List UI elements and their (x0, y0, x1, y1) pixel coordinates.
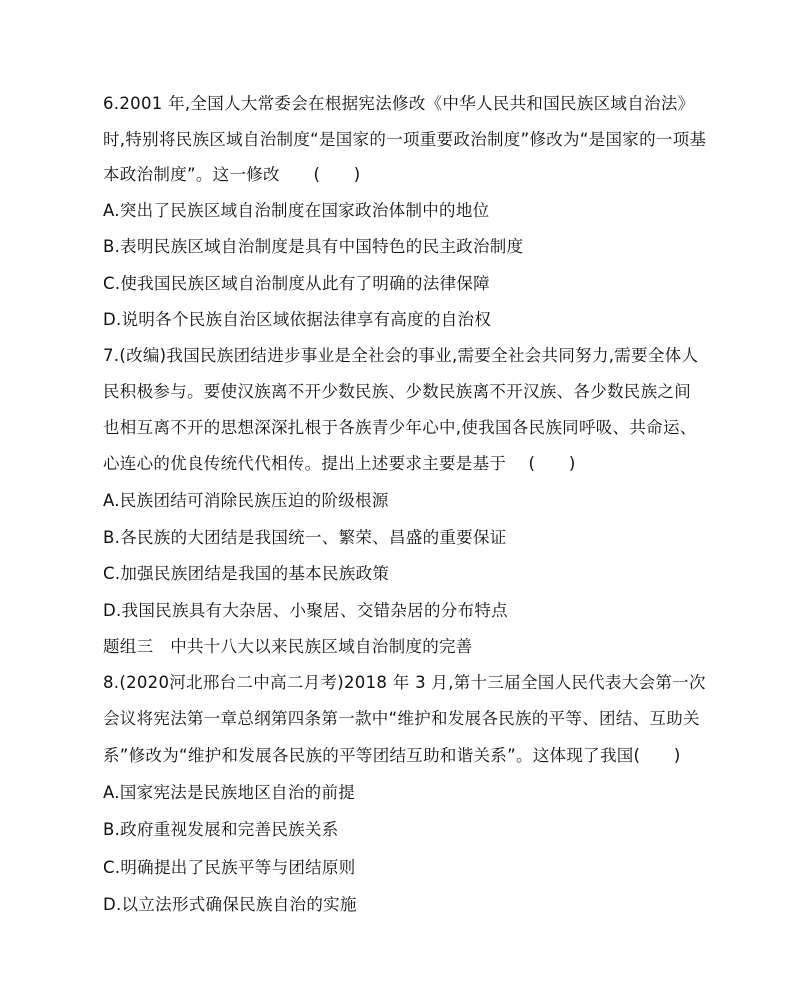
q7-stem-line-4: 心连心的优良传统代代相传。提出上述要求主要是基于 ( ) (103, 454, 576, 473)
q7-option-d: D.我国民族具有大杂居、小聚居、交错杂居的分布特点 (103, 601, 508, 620)
q7-option-a: A.民族团结可消除民族压迫的阶级根源 (103, 491, 389, 510)
q8-option-c: C.明确提出了民族平等与团结原则 (103, 858, 356, 877)
q8-stem-line-1: 8.(2020河北邢台二中高二月考)2018 年 3 月,第十三届全国人民代表大会第一次 (103, 673, 706, 692)
q6-stem-line-1: 6.2001 年,全国人大常委会在根据宪法修改《中华人民共和国民族区域自治法》 (103, 94, 695, 113)
section-title: 题组三 中共十八大以来民族区域自治制度的完善 (103, 637, 473, 656)
q6-option-d: D.说明各个民族自治区域依据法律享有高度的自治权 (103, 310, 492, 329)
q8-option-a: A.国家宪法是民族地区自治的前提 (103, 783, 356, 802)
q6-option-a: A.突出了民族区域自治制度在国家政治体制中的地位 (103, 201, 490, 220)
q8-option-d: D.以立法形式确保民族自治的实施 (103, 895, 357, 914)
q6-stem-line-3: 本政治制度”。这一修改 ( ) (103, 165, 361, 184)
q8-stem-line-3: 系”修改为“维护和发展各民族的平等团结互助和谐关系”。这体现了我国( ) (103, 746, 681, 765)
q8-stem-line-2: 会议将宪法第一章总纲第四条第一款中“维护和发展各民族的平等、团结、互助关 (103, 709, 700, 728)
q7-stem-line-1: 7.(改编)我国民族团结进步事业是全社会的事业,需要全社会共同努力,需要全体人 (103, 346, 699, 365)
q8-option-b: B.政府重视发展和完善民族关系 (103, 820, 339, 839)
q7-stem-line-2: 民积极参与。要使汉族离不开少数民族、少数民族离不开汉族、各少数民族之间 (103, 382, 691, 401)
q6-option-c: C.使我国民族区域自治制度从此有了明确的法律保障 (103, 274, 490, 293)
q6-stem-line-2: 时,特别将民族区域自治制度“是国家的一项重要政治制度”修改为“是国家的一项基 (103, 130, 707, 149)
q7-option-b: B.各民族的大团结是我国统一、繁荣、昌盛的重要保证 (103, 528, 507, 547)
q6-option-b: B.表明民族区域自治制度是具有中国特色的民主政治制度 (103, 237, 524, 256)
q7-option-c: C.加强民族团结是我国的基本民族政策 (103, 564, 390, 583)
q7-stem-line-3: 也相互离不开的思想深深扎根于各族青少年心中,使我国各民族同呼吸、共命运、 (103, 418, 697, 437)
